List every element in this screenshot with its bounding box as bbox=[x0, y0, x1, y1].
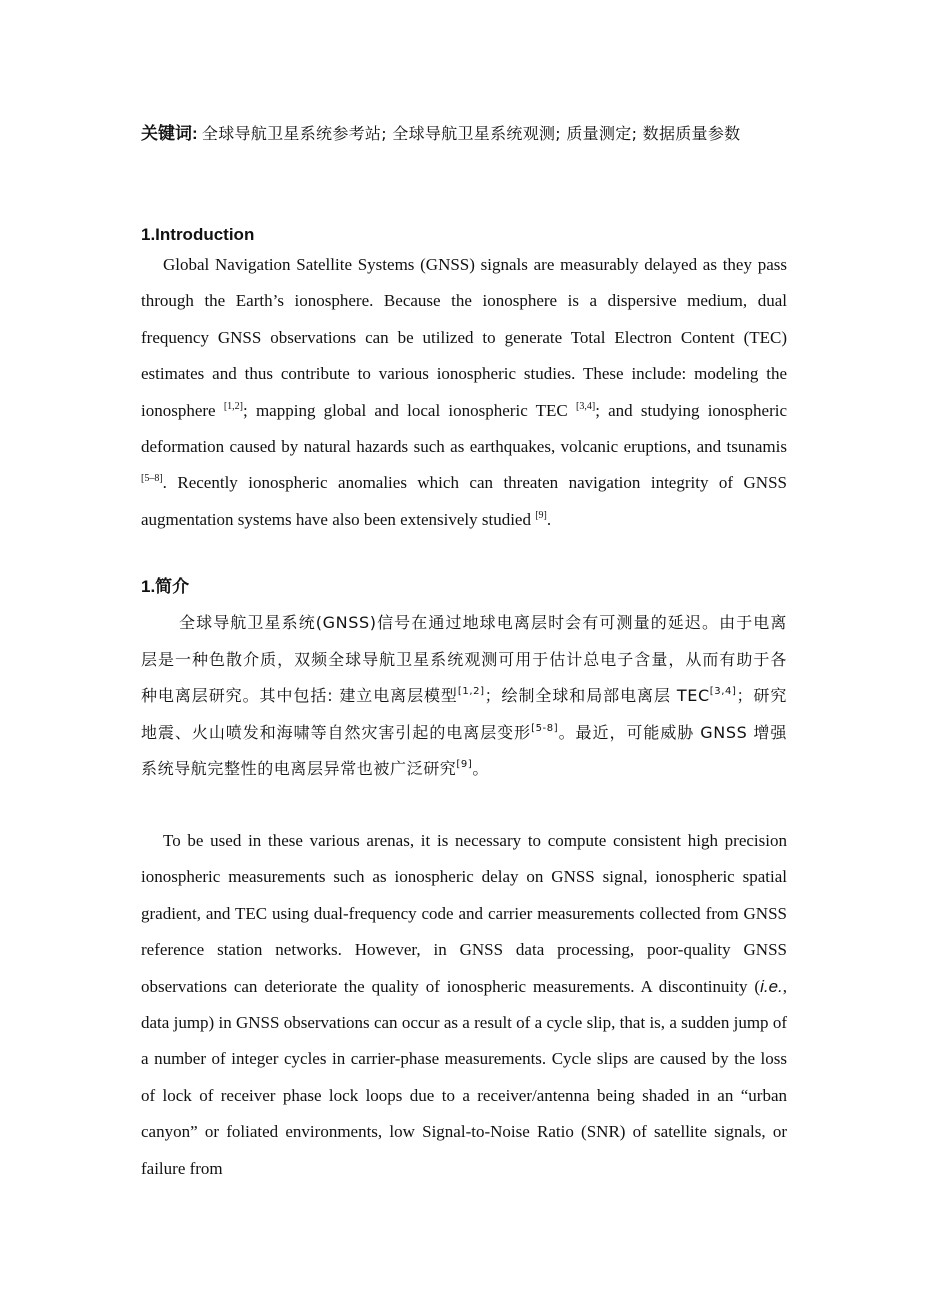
intro-text: Global Navigation Satellite Systems (GNSS) signals are measurably delayed as they pass through the Earth’s ionosphere. Because the ionosphere is a dispersive medium, dual frequency GNSS observations can be utilized to generate Total Electron Content (TEC) estimates and thus contribute to various ionospheric studies. These include: modeling the ionosphere bbox=[141, 255, 787, 420]
citation: [3,4] bbox=[709, 686, 737, 698]
citation: [3,4] bbox=[576, 400, 596, 412]
citation: [9] bbox=[456, 759, 473, 771]
ie-abbreviation: i.e. bbox=[760, 976, 783, 996]
cn-text: 。最近，可能威胁 GNSS 增强系统导航完整性的电离层异常也被广泛研究 bbox=[141, 722, 787, 779]
citation: [5-8] bbox=[531, 722, 559, 734]
citation: [5–8] bbox=[141, 473, 163, 485]
intro-text: ; and studying ionospheric deformation caused by natural hazards such as earthquakes, volcanic eruptions, and tsunamis bbox=[141, 400, 788, 457]
cn-text: 。 bbox=[472, 759, 489, 779]
keywords-label: 关键词: bbox=[141, 124, 198, 143]
intro-text: . Recently ionospheric anomalies which can threaten navigation integrity of GNSS augmentation systems have also been extensively studied bbox=[141, 473, 787, 529]
body-text: , data jump) in GNSS observations can occur as a result of a cycle slip, that is, a sudden jump of a number of integer cycles in carrier-phase measurements. Cycle slips are caused by the loss of lock of receiver phase lock loops due to a receiver/antenna being shaded in an “urban canyon” or foliated environments, low Signal-to-Noise Ratio (SNR) of satellite signals, or failure from bbox=[141, 976, 787, 1178]
keywords-line bbox=[141, 116, 787, 152]
intro-text: ; mapping global and local ionospheric TEC bbox=[243, 400, 568, 420]
cn-heading: 1.简介 bbox=[141, 577, 190, 596]
citation: [1,2] bbox=[457, 686, 485, 698]
intro-paragraph bbox=[141, 247, 787, 538]
cn-text: ；绘制全球和局部电离层 TEC bbox=[484, 686, 710, 706]
cn-text: ；研究地震、火山喷发和海啸等自然灾害引起的电离层变形 bbox=[141, 686, 787, 742]
second-paragraph bbox=[141, 823, 787, 1187]
citation: [1,2] bbox=[223, 400, 243, 412]
intro-text: . bbox=[546, 509, 552, 529]
citation: [9] bbox=[535, 509, 547, 521]
cn-text: 全球导航卫星系统(GNSS)信号在通过地球电离层时会有可测量的延迟。由于电离层是一种色散介质，双频全球导航卫星系统观测可用于估计总电子含量，从而有助于各种电离层研究。其中包括: 建立电离层模型 bbox=[141, 613, 787, 706]
cn-paragraph bbox=[141, 605, 787, 788]
intro-heading: 1.Introduction bbox=[141, 225, 255, 244]
keywords-text: 全球导航卫星系统参考站; 全球导航卫星系统观测; 质量测定; 数据质量参数 bbox=[201, 124, 741, 143]
body-text: To be used in these various arenas, it is necessary to compute consistent high precision ionospheric measurements such as ionospheric delay on GNSS signal, ionospheric spatial gradient, and TEC using dual-frequency code and carrier measurements collected from GNSS reference station networks. However, in GNSS data processing, poor-quality GNSS observations can deteriorate the quality of ionospheric measurements. A discontinuity ( bbox=[141, 831, 787, 996]
